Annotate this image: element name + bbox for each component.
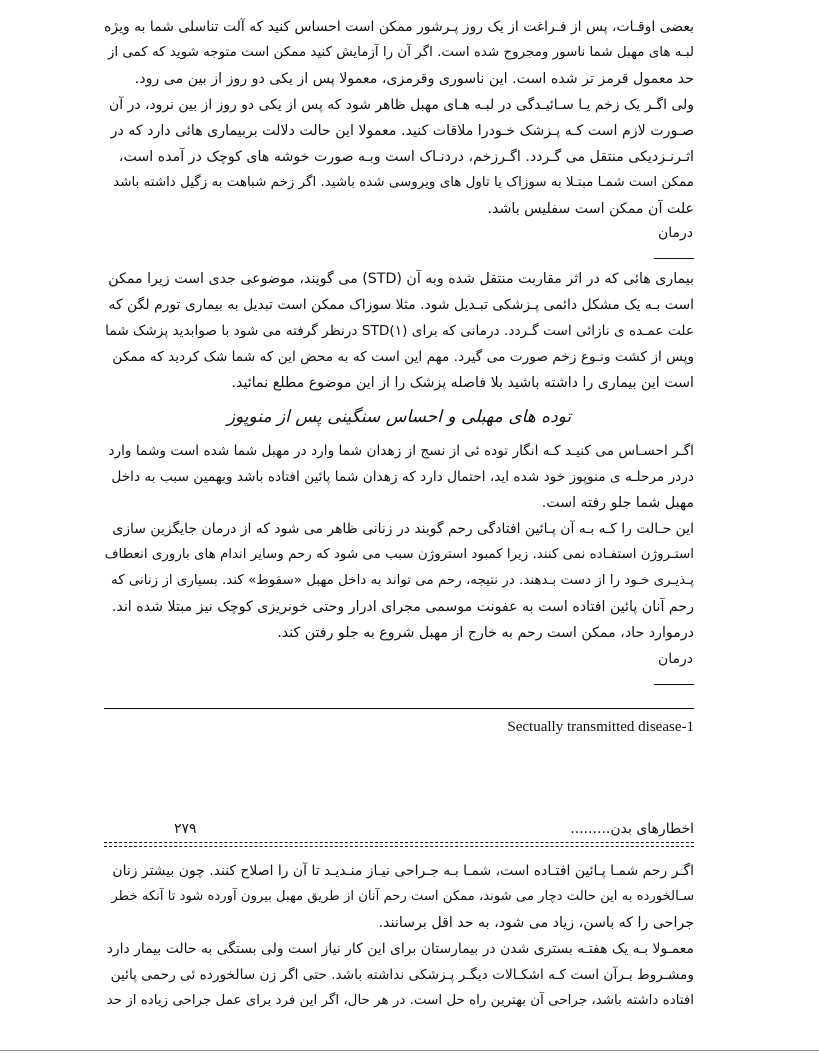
treatment-label: درمان (657, 225, 693, 241)
text-line: وپس از کشت ونـوع زخم صورت می گیرد. مهم این است که به محض این که شما شک کردید که ممکن (112, 349, 694, 365)
text-line: ممکن است شمـا مبتـلا به سوزاک یا تاول های ویروسی شده باشید. اگر زخم شباهت به زگیل داشته باشد (113, 175, 694, 190)
page-number: ۲۷۹ (174, 821, 197, 837)
text-line: این حـالت را کـه بـه آن پـائین افتادگی رحم گویند در زنانی ظاهر می شود که از درمان جایگزین سازی (112, 521, 694, 537)
text-line: سـالخورده به این حالت دچار می شوند، ممکن است رحم آنان از طریق مهبل بیرون آورده شود تا آنکه خطر (111, 889, 694, 904)
paragraph-7 (104, 858, 694, 936)
text-line: اگـر رحم شمـا پـائین افتـاده است، شمـا بـه جـراحی نیـاز منـدیـد تا آن را اصلاح کنند. چون بیشتر زنان (112, 863, 694, 879)
paragraph-1 (104, 14, 694, 92)
text-line: اثـرنـزدیکی منتقل می گـردد. اگـرزخم، دردنـاک است وبـه صورت خوشه های کوچک در آمده است، (118, 149, 694, 165)
text-line: است بـه یک مشکل دائمی پـزشکی تبـدیل شود. مثلا سوزاک ممکن است تبدیل به بیماری تورم لگن که (108, 297, 694, 313)
text-line: پـذیـری خـود را از دست بـدهند. در نتیجه، رحم می تواند به داخل مهبل «سقوط» کند. بسیاری از زنانی که (110, 573, 694, 588)
text-line: علت آن ممکن است سفلیس باشد. (487, 201, 694, 217)
paragraph-8 (104, 936, 694, 1014)
text-line: است این بیماری را داشته باشید بلا فاصله پزشک را از این موضوع مطلع نمائید. (231, 375, 694, 391)
text-line: حد معمول قرمز تر شده است. این ناسوری وقرمزی، معمولا پس از یکی دو روز از بین می رود. (134, 71, 694, 87)
running-header (104, 818, 694, 840)
running-title: اخطارهای بدن......... (570, 821, 694, 837)
text-line: ولی اگـر یک زخم یـا سـائیـدگی در لبـه هـای مهبل ظاهر شود که پس از یکی دو روز از بین نرود، در آن (109, 97, 694, 113)
text-line: معمـولا بـه یک هفتـه بستری شدن در بیمارستان برای این کار نیاز است ولی بستگی به حالت بیمار دارد (106, 941, 694, 957)
text-line: بعضی اوقـات، پس از فـراغت از یک روز پـرشور ممکن است احساس کنید که آلت تناسلی شما به ویژه (104, 19, 694, 35)
text-line: صـورت لازم است کـه پـزشک خـودرا ملاقات کنید. معمولا این حالت دلالت بربیماری هائی دارد که در (110, 123, 694, 139)
text-line: افتاده داشته باشد، جراحی آن بهترین راه حل است. در هر حال، اگر این فرد برای عمل جراحی زیاده از حد (106, 993, 694, 1008)
text-line: دردر مرحلـه ی منوپوز خود شده اید، احتمال دارد که زهدان شما پائین افتاده باشد وبهمین سبب به داخل (111, 469, 694, 485)
text-line: اگـر احسـاس می کنیـد کـه انگار توده ئی از نسج از زهدان شما وارد در مهبل شما شده است وشما وارد (108, 443, 694, 459)
footnote: Sectually transmitted disease-1 (507, 719, 694, 735)
text-line: استـروژن استفـاده نمی کنند. زیرا کمبود استروژن سبب می شود که رحم وسایر اندام های باروری انعطاف (104, 547, 694, 562)
treatment-label: درمان (657, 651, 693, 667)
page-edge (0, 1050, 819, 1051)
text-line: ومشـروط بـرآن است کـه اشکـالات دیگـر پـزشکی نداشته باشد. حتی اگر زن سالخورده ئی رحمی پائین (110, 967, 694, 983)
paragraph-6 (104, 620, 694, 646)
footnote-divider (104, 708, 694, 709)
paragraph-2 (104, 92, 694, 222)
short-divider (654, 684, 694, 685)
paragraph-5 (104, 516, 694, 620)
text-line: جراحی را که باسن، زیاد می شود، به حد اقل برسانند. (378, 915, 694, 931)
paragraph-3 (104, 266, 694, 396)
text-line: بیماری هائی که در اثر مقاربت منتقل شده وبه آن (STD) می گویند، موضوعی جدی است زیرا ممکن (108, 271, 694, 287)
text-line: علت عمـده ی نازائی است گـردد. درمانی که برای STD(۱) درنظر گرفته می شود با صوابدید پزشک شما (105, 323, 694, 339)
text-line: لبـه های مهبل شما ناسور ومجروح شده است. اگر آن را آزمایش کنید ممکن است متوجه شوید که کمی از (107, 45, 694, 60)
text-line: مهبل شما جلو رفته است. (541, 495, 694, 511)
section-heading: توده های مهبلی و احساس سنگینی پس از منوپوز (226, 407, 572, 427)
short-divider (654, 258, 694, 259)
paragraph-4 (104, 438, 694, 516)
header-divider (104, 842, 694, 847)
text-line: درموارد حاد، ممکن است رحم به خارج از مهبل شروع به جلو رفتن کند. (277, 625, 694, 641)
text-line: رحم آنان پائین افتاده است به عفونت موسمی مجرای ادرار وحتی خونریزی کوچک نیز مبتلا شده اند. (111, 599, 694, 615)
